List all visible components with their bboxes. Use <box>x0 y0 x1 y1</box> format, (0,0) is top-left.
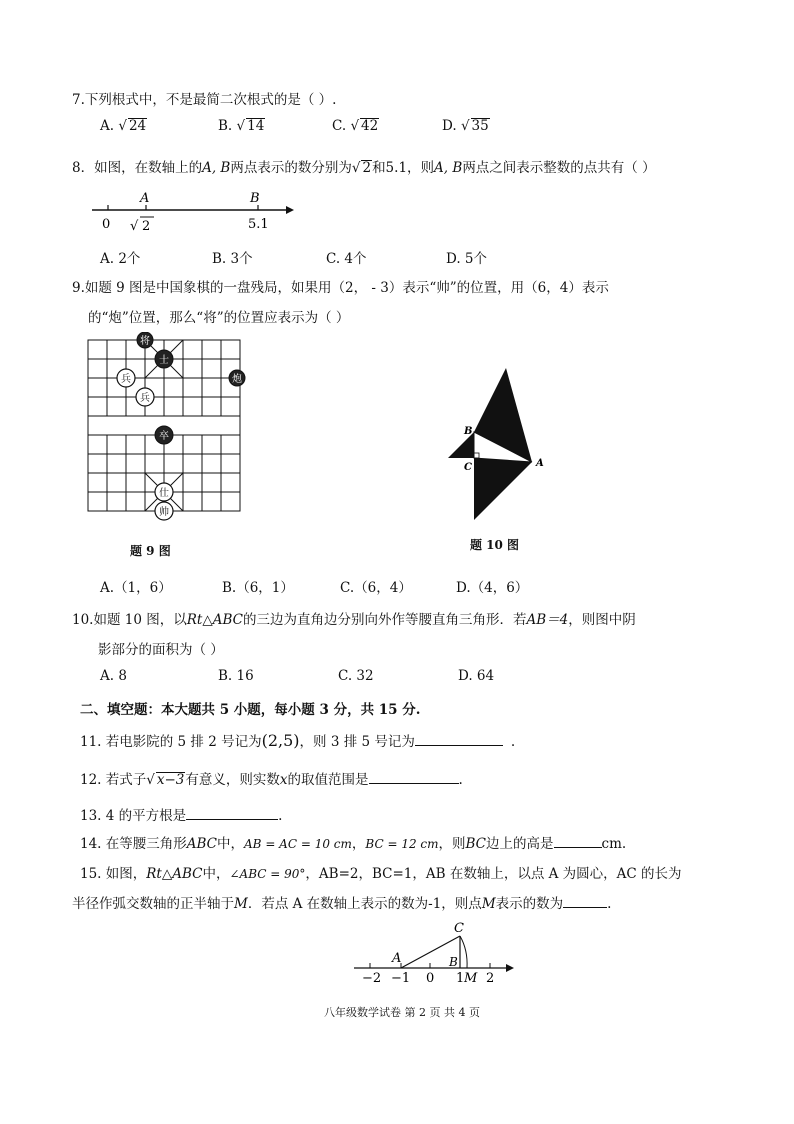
radicand: 35 <box>471 118 489 134</box>
tick-label: 2 <box>486 971 495 986</box>
q10-line2: 影部分的面积为（ ） <box>98 642 224 658</box>
svg-text:将: 将 <box>140 336 150 347</box>
q7-option-a: A. √ 24 <box>100 118 147 134</box>
q7-option-c: C. √ 42 <box>332 118 379 134</box>
q11: 11. 若电影院的 5 排 2 号记为(2,5)，则 3 排 5 号记为 . <box>80 731 516 750</box>
piece-zu <box>155 426 173 444</box>
sqrt-sign: √ <box>130 219 139 234</box>
svg-text:兵: 兵 <box>121 374 131 385</box>
q12: 12. 若式子√ x−3有意义，则实数x的取值范围是 . <box>80 772 463 788</box>
figure-10-caption: 题 10 图 <box>470 538 520 552</box>
q7-option-d: D. √ 35 <box>442 118 489 134</box>
radicand: 42 <box>361 118 379 134</box>
q9-line1: 9.如题 9 图是中国象棋的一盘残局，如果用（2， - 3）表示“帅”的位置，用（6，4）表示 <box>72 280 609 296</box>
q13: 13. 4 的平方根是 . <box>80 808 283 824</box>
q10-line1: 10.如题 10 图，以Rt△ABC的三边为直角边分别向外作等腰直角三角形．若AB＝4，则图中阴 <box>72 612 636 628</box>
q8-option-b: B. 3个 <box>212 251 253 267</box>
option-letter: D. <box>442 118 457 134</box>
tick-label: −2 <box>362 971 382 986</box>
label-c: C <box>454 921 464 936</box>
svg-text:士: 士 <box>159 355 169 366</box>
q7-option-b: B. √ 14 <box>218 118 265 134</box>
label-b: B <box>449 955 458 969</box>
q14: 14. 在等腰三角形ABC中，AB = AC = 10 cm，BC = 12 cm，则BC边上的高是 cm. <box>80 836 627 852</box>
q9-line2: 的“炮”位置，那么“将”的位置应表示为（ ） <box>88 310 350 326</box>
piece-pao-black <box>229 370 245 386</box>
radicand: 24 <box>128 118 147 134</box>
label-m: M <box>464 971 478 986</box>
tick-label: 0 <box>426 971 435 986</box>
section-2-heading: 二、填空题：本大题共 5 小题，每小题 3 分，共 15 分. <box>80 702 421 718</box>
q10-option-a: A. 8 <box>100 668 127 684</box>
point-b-label: B <box>250 191 260 206</box>
label-c: C <box>464 462 472 473</box>
svg-text:帅: 帅 <box>159 507 169 518</box>
q10-option-c: C. 32 <box>338 668 374 684</box>
tick-label: 1 <box>456 971 465 986</box>
q15-line1: 15. 如图，Rt△ABC中，∠ABC = 90°，AB=2，BC=1，AB 在数轴上，以点 A 为圆心，AC 的长为 <box>80 866 682 882</box>
tick-label: −1 <box>391 971 411 986</box>
q9-option-c: C.（6，4） <box>340 580 412 596</box>
q8-option-d: D. 5个 <box>446 251 488 267</box>
option-letter: C. <box>332 118 347 134</box>
label-a: A <box>392 951 402 966</box>
piece-bing-2 <box>136 388 154 406</box>
answer-blank[interactable] <box>415 745 503 746</box>
figure-9-caption: 题 9 图 <box>130 544 171 558</box>
q9-option-a: A.（1，6） <box>100 580 172 596</box>
figure-10-triangles <box>440 362 560 526</box>
option-letter: A. <box>100 118 115 134</box>
q10-option-b: B. 16 <box>218 668 254 684</box>
answer-blank[interactable] <box>563 907 607 908</box>
answer-blank[interactable] <box>369 783 459 784</box>
q9-option-d: D.（4，6） <box>456 580 529 596</box>
label-a: A <box>536 458 544 469</box>
zero-label: 0 <box>102 217 111 232</box>
piece-shi-red <box>155 483 173 501</box>
radicand: 14 <box>247 118 265 134</box>
q8-stem: 8．如图，在数轴上的A, B两点表示的数分别为√ 2和5.1，则A, B两点之间表示整数的点共有（ ） <box>72 160 656 176</box>
point-b-value: 5.1 <box>248 217 269 232</box>
q10-option-d: D. 64 <box>458 668 495 684</box>
answer-blank[interactable] <box>554 847 602 848</box>
piece-bing-1 <box>117 369 135 387</box>
page-footer: 八年级数学试卷 第 2 页 共 4 页 <box>324 1006 480 1019</box>
q15-line2: 半径作弧交数轴的正半轴于M．若点 A 在数轴上表示的数为-1，则点M表示的数为 . <box>72 896 612 912</box>
svg-text:卒: 卒 <box>159 431 169 442</box>
q8-option-c: C. 4个 <box>326 251 367 267</box>
xiangqi-board-figure <box>84 332 254 524</box>
svg-text:炮: 炮 <box>232 374 242 385</box>
piece-shuai <box>155 502 173 520</box>
piece-jiang <box>137 332 153 348</box>
q8-number-line-figure <box>88 186 298 236</box>
point-a-value: 2 <box>142 219 151 234</box>
piece-shi <box>155 350 173 368</box>
q15-number-line-figure <box>350 916 520 986</box>
svg-text:兵: 兵 <box>140 393 150 404</box>
answer-blank[interactable] <box>186 819 278 820</box>
option-letter: B. <box>218 118 233 134</box>
label-b: B <box>464 426 473 437</box>
svg-text:仕: 仕 <box>159 488 169 499</box>
q9-option-b: B.（6，1） <box>222 580 294 596</box>
q7-stem: 7.下列根式中，不是最简二次根式的是（ ）. <box>72 92 337 108</box>
q8-option-a: A. 2个 <box>100 251 141 267</box>
point-a-label: A <box>140 191 150 206</box>
